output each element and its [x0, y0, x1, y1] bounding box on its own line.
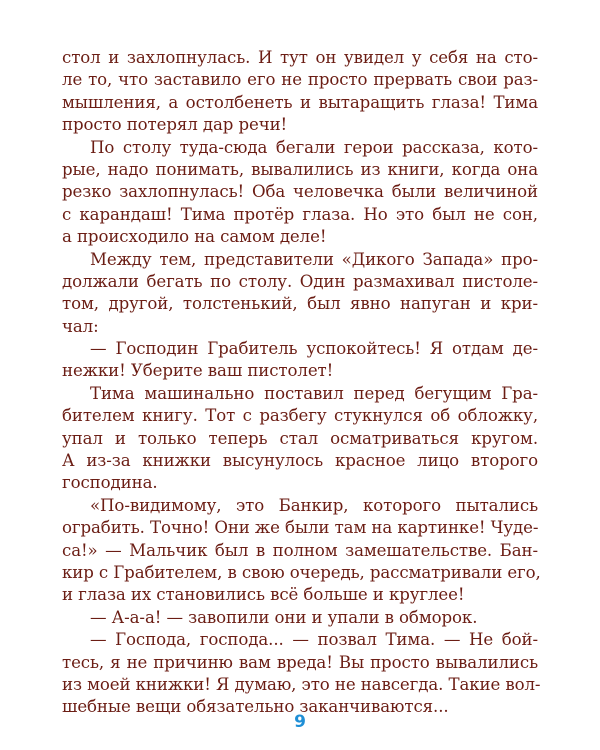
text-line: ограбить. Точно! Они же были там на картинке! Чуде-: [62, 518, 539, 538]
text-line: мышления, а остолбенеть и вытаращить глаза! Тима: [62, 92, 538, 112]
text-line: — Господа, господа... — позвал Тима. — Не бой-: [90, 630, 538, 650]
text-line: кир с Грабителем, в свою очередь, рассматривали его,: [62, 562, 541, 582]
text-line: должали бегать по столу. Один размахивал пистоле-: [62, 271, 538, 291]
text-line: из моей книжки! Я думаю, это не навсегда. Такие вол-: [62, 674, 541, 694]
page-number: 9: [294, 712, 306, 732]
text-line: просто потерял дар речи!: [62, 115, 288, 135]
text-line: том, другой, толстенький, был явно напуган и кри-: [62, 294, 538, 314]
text-line: упал и только теперь стал осматриваться кругом.: [62, 428, 538, 448]
text-line: стол и захлопнулась. И тут он увидел у себя на сто-: [62, 48, 538, 67]
text-line: рые, надо понимать, вывалились из книги, когда она: [62, 159, 538, 179]
text-line: с карандаш! Тима протёр глаза. Но это был не сон,: [62, 204, 538, 224]
text-line: А из-за книжки высунулось красное лицо второго: [62, 451, 538, 471]
text-line: а происходило на самом деле!: [62, 227, 327, 247]
text-line: и глаза их становились всё больше и круглее!: [62, 585, 465, 605]
text-line: са!» — Мальчик был в полном замешательстве. Бан-: [62, 540, 538, 560]
text-line: Между тем, представители «Дикого Запада» про-: [90, 249, 538, 269]
text-line: ле то, что заставило его не просто прервать свои раз-: [62, 70, 538, 90]
text-line: По столу туда-сюда бегали герои рассказа, кото-: [90, 137, 538, 157]
text-line: нежки! Уберите ваш пистолет!: [62, 361, 334, 381]
text-line: чал:: [62, 316, 99, 336]
text-line: Тима машинально поставил перед бегущим Гра-: [90, 383, 538, 403]
text-line: шебные вещи обязательно заканчиваются...: [62, 697, 449, 717]
text-line: резко захлопнулась! Оба человечка были величиной: [62, 182, 538, 202]
text-line: господина.: [62, 473, 158, 493]
story-text: [62, 47, 541, 719]
text-line: — Господин Грабитель успокойтесь! Я отдам де-: [90, 339, 538, 359]
text-line: бителем книгу. Тот с разбегу стукнулся об обложку,: [62, 406, 538, 426]
text-line: «По-видимому, это Банкир, которого пытались: [90, 495, 538, 515]
text-line: — А-а-а! — завопили они и упали в обморок.: [90, 607, 478, 627]
text-line: тесь, я не причиню вам вреда! Вы просто вывалились: [62, 652, 538, 672]
